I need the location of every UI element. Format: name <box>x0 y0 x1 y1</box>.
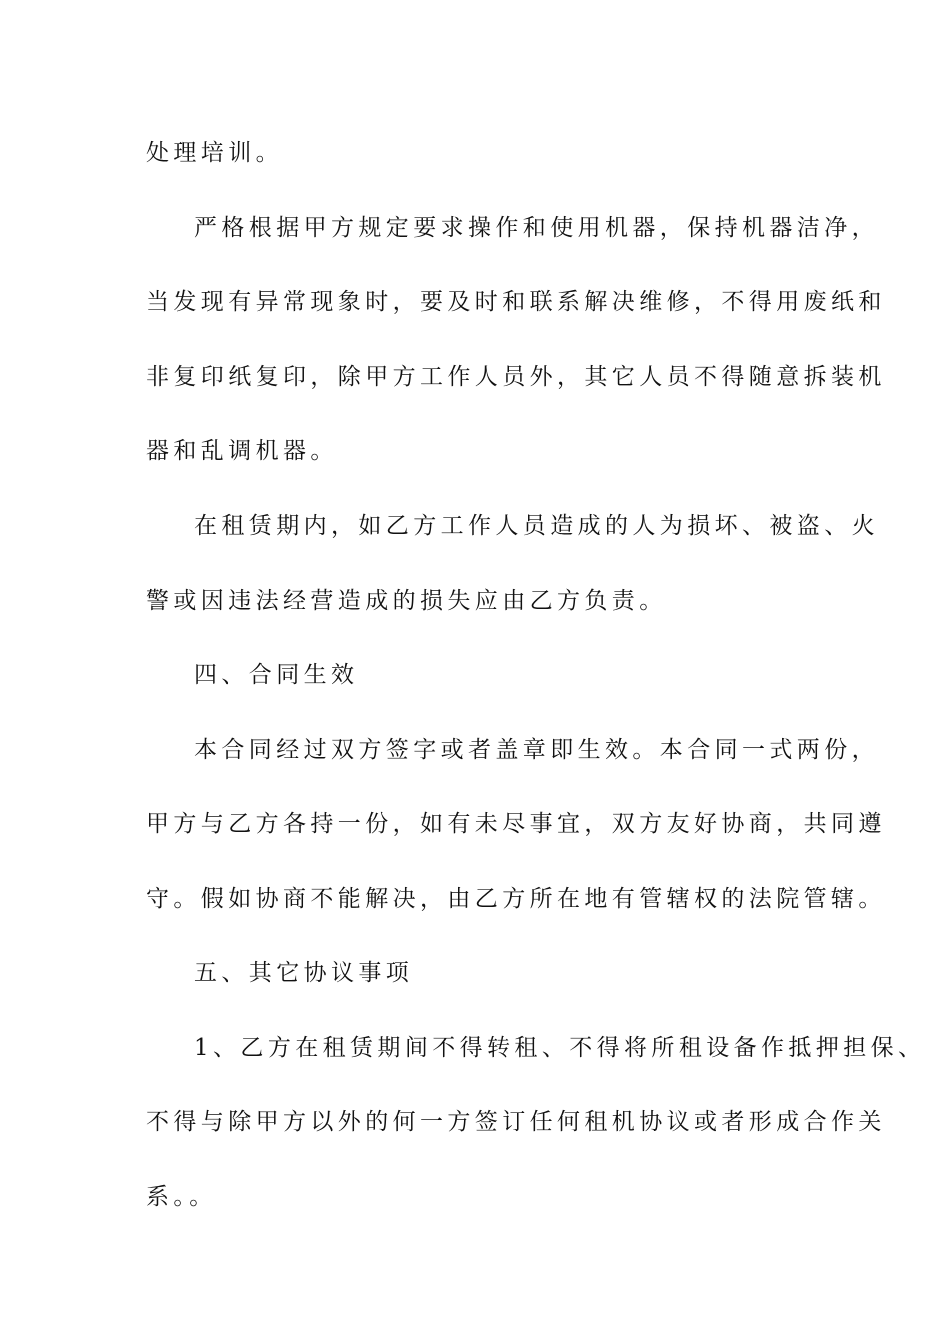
paragraph-line: 1、乙方在租赁期间不得转租、不得将所租设备作抵押担保、 <box>194 1035 926 1061</box>
text-line: 处理培训。 <box>146 140 283 166</box>
text-line: 当发现有异常现象时，要及时和联系解决维修，不得用废纸和 <box>146 289 886 315</box>
paragraph-line: 在租赁期内，如乙方工作人员造成的人为损坏、被盗、火 <box>194 513 879 539</box>
text-line: 警或因违法经营造成的损失应由乙方负责。 <box>146 588 667 614</box>
section-heading: 五、其它协议事项 <box>194 960 414 986</box>
text-line: 非复印纸复印，除甲方工作人员外，其它人员不得随意拆装机 <box>146 364 886 390</box>
text-line: 甲方与乙方各持一份，如有未尽事宜，双方友好协商，共同遵 <box>146 811 886 837</box>
text-line: 器和乱调机器。 <box>146 438 338 464</box>
text-line: 系。。 <box>146 1184 217 1210</box>
text-line: 不得与除甲方以外的何一方签订任何租机协议或者形成合作关 <box>146 1109 886 1135</box>
paragraph-line: 本合同经过双方签字或者盖章即生效。本合同一式两份， <box>194 737 879 763</box>
section-heading: 四、合同生效 <box>194 662 359 688</box>
text-line: 守。假如协商不能解决，由乙方所在地有管辖权的法院管辖。 <box>146 886 886 912</box>
paragraph-line: 严格根据甲方规定要求操作和使用机器，保持机器洁净， <box>194 215 879 241</box>
